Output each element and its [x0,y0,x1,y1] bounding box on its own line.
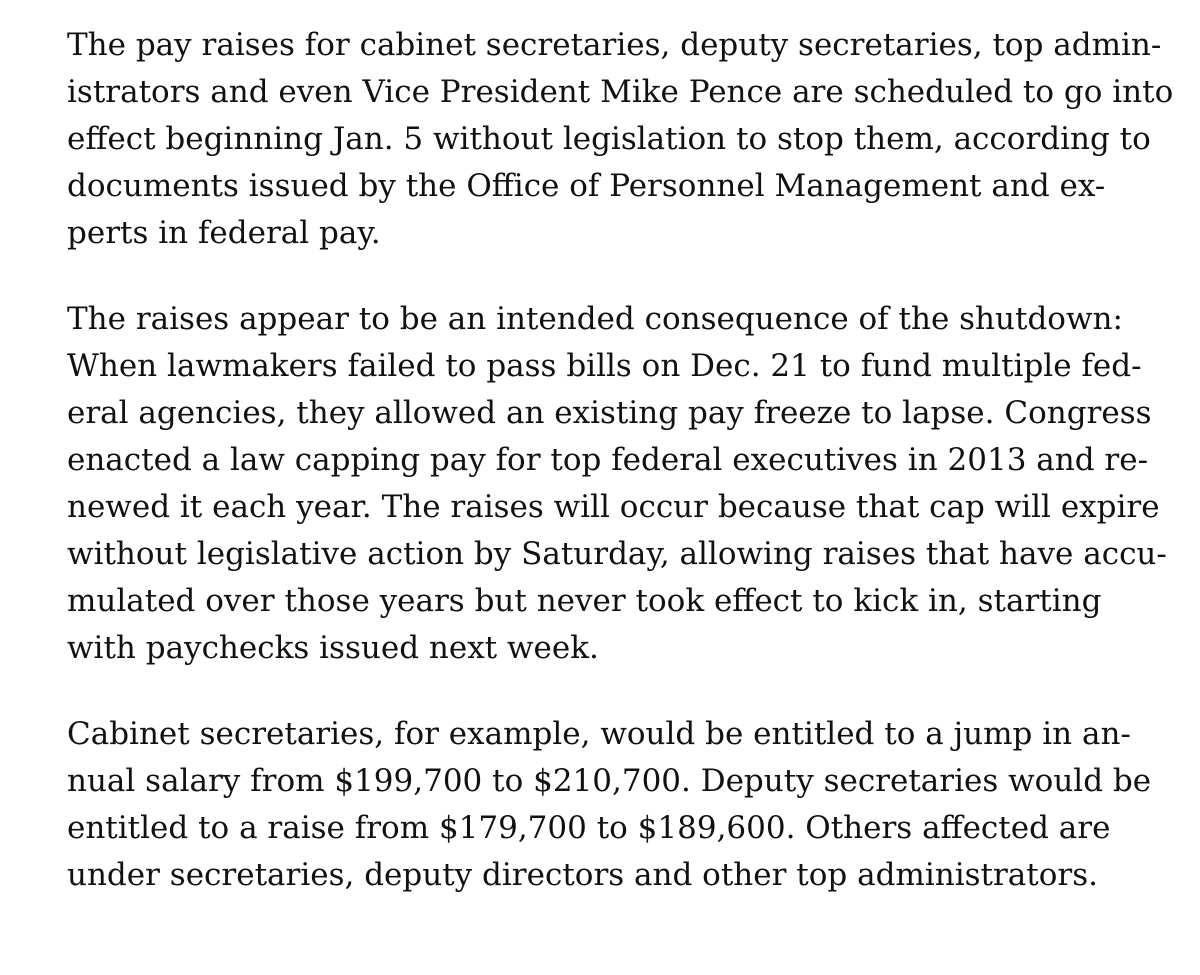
paragraph-3 [67,711,1167,899]
text-line: When lawmakers failed to pass bills on Dec. 21 to fund multiple fed- [67,348,1142,384]
text-line: without legislative action by Saturday, allowing raises that have accu- [67,536,1167,572]
paragraph-1 [67,22,1174,257]
text-line: perts in federal pay. [67,215,381,251]
text-line: entitled to a raise from $179,700 to $189,600. Others affected are [67,810,1111,846]
text-line: newed it each year. The raises will occur because that cap will expire [67,489,1160,525]
text-line: mulated over those years but never took effect to kick in, starting [67,583,1102,619]
text-line: istrators and even Vice President Mike Pence are scheduled to go into [67,74,1174,110]
text-line: documents issued by the Office of Personnel Management and ex- [67,168,1106,204]
text-line: with paychecks issued next week. [67,630,599,666]
text-line: The raises appear to be an intended consequence of the shutdown: [67,301,1123,337]
text-line: The pay raises for cabinet secretaries, deputy secretaries, top admin- [67,27,1162,63]
text-line: effect beginning Jan. 5 without legislation to stop them, according to [67,121,1151,157]
text-line: eral agencies, they allowed an existing pay freeze to lapse. Congress [67,395,1152,431]
text-line: Cabinet secretaries, for example, would be entitled to a jump in an- [67,716,1131,752]
article-body [67,22,1174,938]
text-line: enacted a law capping pay for top federal executives in 2013 and re- [67,442,1149,478]
paragraph-2 [67,296,1167,672]
text-line: under secretaries, deputy directors and other top administrators. [67,857,1098,893]
text-line: nual salary from $199,700 to $210,700. Deputy secretaries would be [67,763,1152,799]
